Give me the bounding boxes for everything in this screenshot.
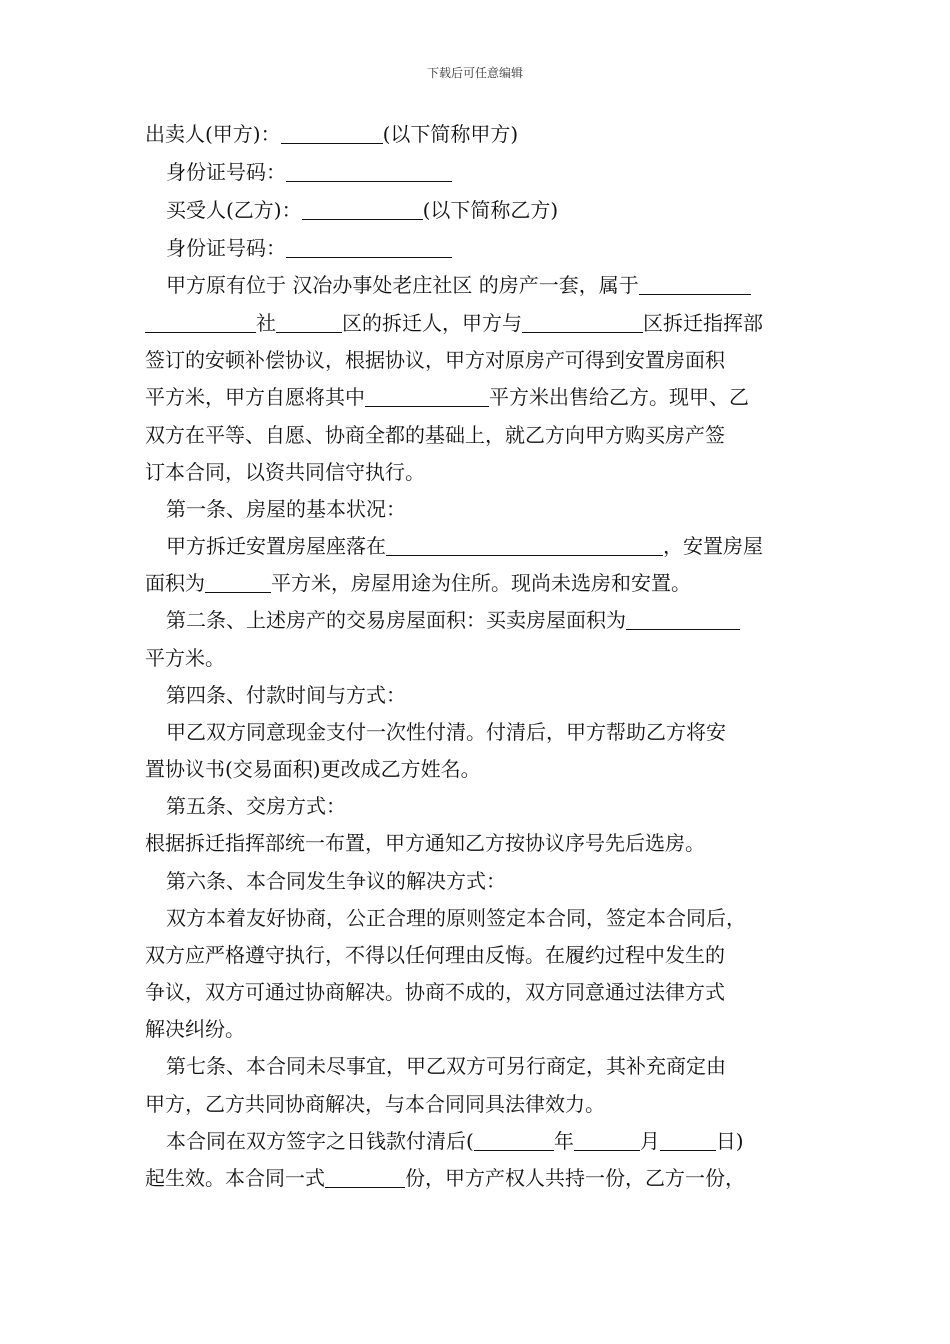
paragraph-line: 社 区的拆迁人，甲方与 区拆迁指挥部 <box>145 308 763 338</box>
paragraph-line: 解决纠纷。 <box>145 1017 245 1041</box>
paragraph-line: 双方应严格遵守执行，不得以任何理由反悔。在履约过程中发生的 <box>145 943 725 967</box>
seller-id-blank[interactable] <box>286 159 452 182</box>
paragraph-line: 订本合同，以资共同信守执行。 <box>145 460 425 484</box>
area-blank[interactable] <box>205 570 271 593</box>
paragraph-line: 根据拆迁指挥部统一布置，甲方通知乙方按协议序号先后选房。 <box>145 831 705 855</box>
paragraph-line: 甲乙双方同意现金支付一次性付清。付清后，甲方帮助乙方将安 <box>166 720 726 744</box>
article-heading: 第四条、付款时间与方式： <box>166 683 406 707</box>
command-district-blank[interactable] <box>522 310 643 333</box>
page-header: 下载后可任意编辑 <box>426 66 523 80</box>
paragraph-line: 本合同在双方签字之日钱款付清后( 年 月 日) <box>166 1129 744 1153</box>
year-blank[interactable] <box>474 1128 554 1151</box>
paragraph-line: 置协议书(交易面积)更改成乙方姓名。 <box>145 757 481 781</box>
belongs-to-blank[interactable] <box>639 272 751 295</box>
article-heading: 第二条、上述房产的交易房屋面积：买卖房屋面积为 <box>166 605 740 635</box>
paragraph-line: 争议，双方可通过协商解决。协商不成的，双方同意通过法律方式 <box>145 980 725 1004</box>
district-blank[interactable] <box>276 310 342 333</box>
article-heading: 第一条、房屋的基本状况： <box>166 497 406 521</box>
paragraph-line: 起生效。本合同一式 份，甲方产权人共持一份，乙方一份， <box>145 1166 745 1190</box>
location-blank[interactable] <box>386 533 663 556</box>
seller-line: 出卖人(甲方)： (以下简称甲方) <box>145 122 519 146</box>
buyer-id-blank[interactable] <box>286 235 452 258</box>
trade-area-blank[interactable] <box>626 607 740 630</box>
buyer-name-blank[interactable] <box>302 197 423 220</box>
seller-id-line: 身份证号码： <box>166 157 452 187</box>
sell-area-blank[interactable] <box>365 384 489 407</box>
paragraph-line: 甲方，乙方共同协商解决，与本合同同具法律效力。 <box>145 1092 605 1116</box>
article-heading: 第七条、本合同未尽事宜，甲乙双方可另行商定，其补充商定由 <box>166 1054 726 1078</box>
community-blank[interactable] <box>145 310 256 333</box>
seller-name-blank[interactable] <box>281 121 383 144</box>
paragraph-line: 平方米，甲方自愿将其中 平方米出售给乙方。现甲、乙 <box>145 385 749 409</box>
month-blank[interactable] <box>574 1128 640 1151</box>
paragraph-line: 平方米。 <box>145 646 225 670</box>
paragraph-line: 甲方原有位于 汉冶办事处老庄社区 的房产一套，属于 <box>166 270 751 300</box>
copies-blank[interactable] <box>325 1165 405 1188</box>
paragraph-line: 双方在平等、自愿、协商全都的基础上，就乙方向甲方购买房产签 <box>145 423 725 447</box>
paragraph-line: 双方本着友好协商，公正合理的原则签定本合同，签定本合同后， <box>166 906 746 930</box>
buyer-id-line: 身份证号码： <box>166 233 452 263</box>
paragraph-line: 甲方拆迁安置房屋座落在 ，安置房屋 <box>166 534 763 558</box>
article-heading: 第五条、交房方式： <box>166 794 346 818</box>
article-heading: 第六条、本合同发生争议的解决方式： <box>166 869 506 893</box>
paragraph-line: 面积为 平方米，房屋用途为住所。现尚未选房和安置。 <box>145 571 691 595</box>
buyer-line: 买受人(乙方)： (以下简称乙方) <box>166 198 559 222</box>
day-blank[interactable] <box>660 1128 716 1151</box>
paragraph-line: 签订的安顿补偿协议，根据协议，甲方对原房产可得到安置房面积 <box>145 348 725 372</box>
